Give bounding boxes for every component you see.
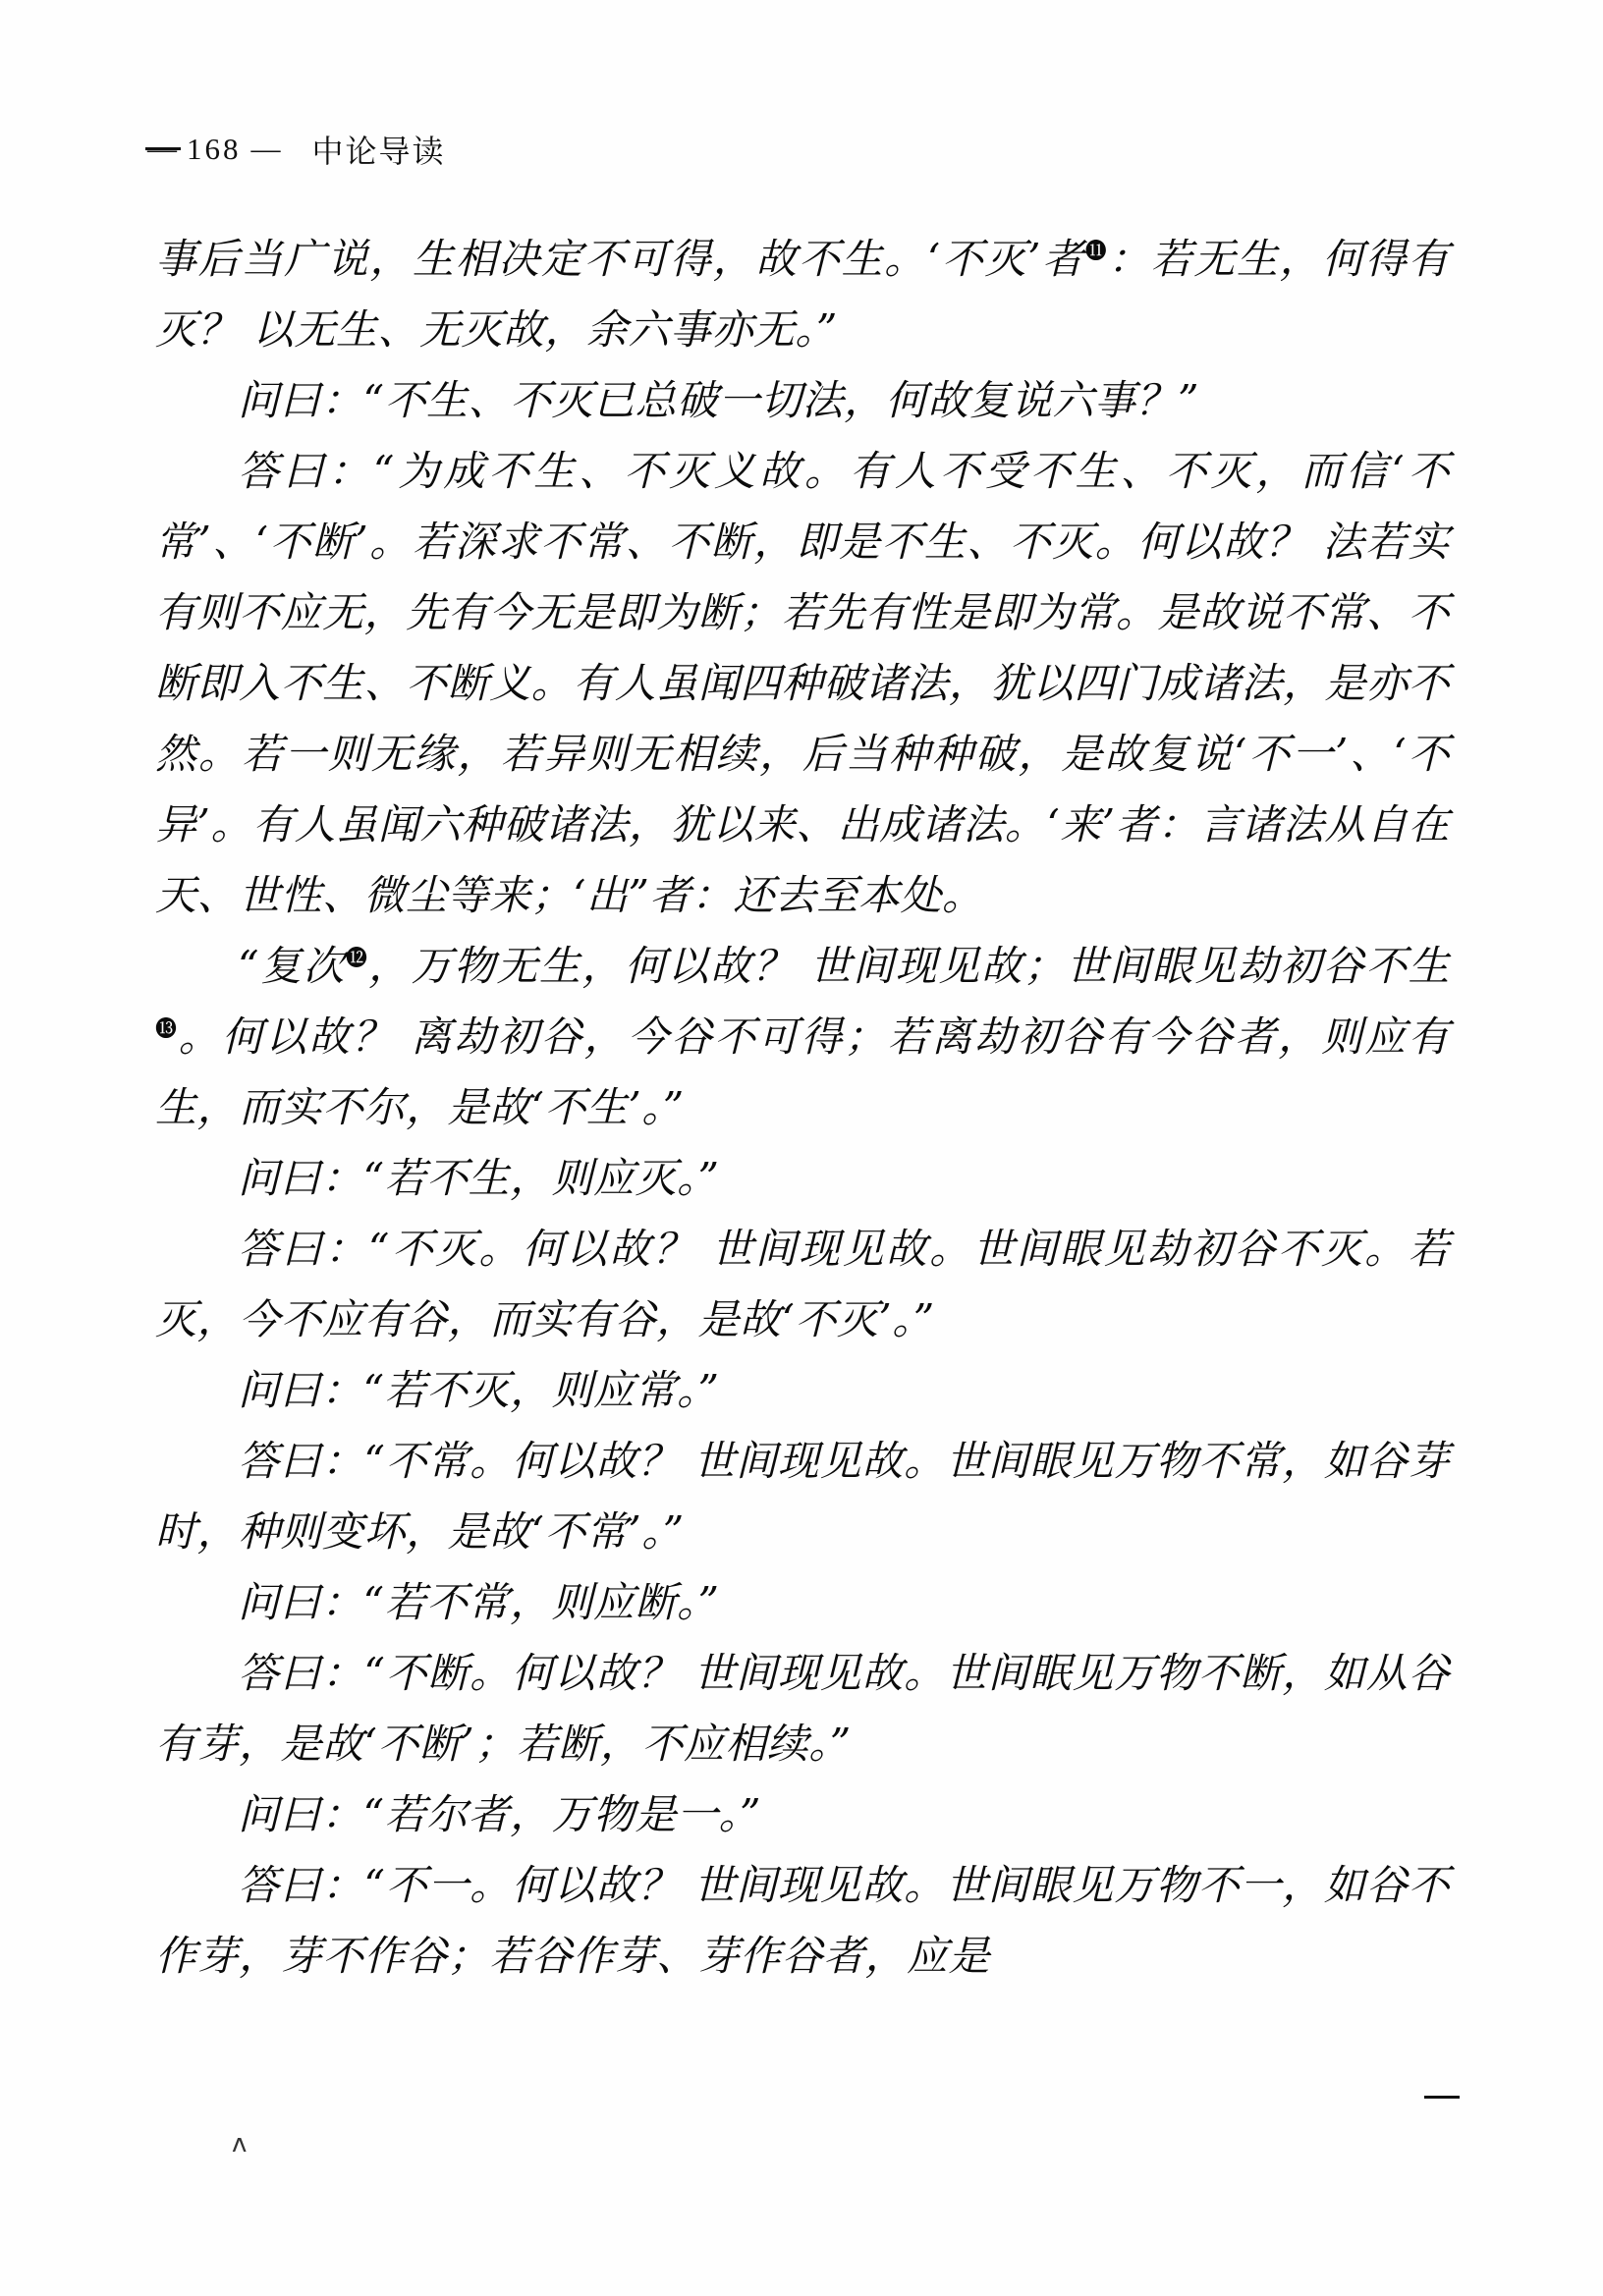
- page-header: [147, 126, 1454, 173]
- paragraph-6-text: 答曰：“不灭。何以故？ 世间现见故。世间眼见劫初谷不灭。若灭，今不应有谷，而实有谷，是故‘不灭’。”: [155, 1225, 1450, 1343]
- paragraph-11: [155, 1779, 1450, 1850]
- paragraph-5-text: 问曰：“若不生，则应灭。”: [238, 1154, 720, 1202]
- paragraph-12-text: 答曰：“不一。何以故？ 世间现见故。世间眼见万物不一，如谷不作芽，芽不作谷；若谷作芽、芽作谷者，应是: [155, 1861, 1450, 1980]
- paragraph-8-text: 答曰：“不常。何以故？ 世间现见故。世间眼见万物不常，如谷芽时，种则变坏，是故‘不常’。”: [155, 1437, 1450, 1556]
- paragraph-12: [155, 1850, 1450, 1992]
- footer-rule-right: [1424, 2096, 1460, 2099]
- paragraph-10-text: 答曰：“不断。何以故？ 世间现见故。世间眠见万物不断，如从谷有芽，是故‘不断’；若断，不应相续。”: [155, 1649, 1450, 1768]
- paragraph-4-text-after-2: 。何以故？ 离劫初谷，今谷不可得；若离劫初谷有今谷者，则应有生，而实不尔，是故‘不生’。”: [155, 1012, 1450, 1131]
- paragraph-9-text: 问曰：“若不常，则应断。”: [238, 1578, 720, 1626]
- paragraph-8: [155, 1426, 1450, 1567]
- paragraph-1-text: 事后当广说，生相决定不可得，故不生。‘不灭’者: [155, 235, 1085, 283]
- paragraph-9: [155, 1567, 1450, 1638]
- page-number: 168: [187, 132, 242, 166]
- paragraph-1-text-after: ：若无生，何得有灭？ 以无生、无灭故，余六事亦无。”: [155, 235, 1450, 354]
- paragraph-10: [155, 1638, 1450, 1779]
- page-body: [155, 224, 1450, 1992]
- scan-artifact-caret: ʌ: [232, 2129, 248, 2159]
- footnote-marker-12: ⓬: [345, 947, 368, 971]
- footnote-marker-13: ⓭: [155, 1017, 179, 1042]
- paragraph-4-text-after: ，万物无生，何以故？ 世间现见故；世间眼见劫初谷不生: [367, 942, 1450, 990]
- paragraph-11-text: 问曰：“若尔者，万物是一。”: [238, 1790, 761, 1838]
- paragraph-7-text: 问曰：“若不灭，则应常。”: [238, 1366, 720, 1414]
- paragraph-7: [155, 1355, 1450, 1426]
- footnote-marker-11: ⓫: [1084, 240, 1108, 264]
- paragraph-4-text: “复次: [238, 942, 346, 990]
- paragraph-5: [155, 1143, 1450, 1214]
- book-title: 中论导读: [311, 133, 446, 170]
- header-dash-left: —: [147, 133, 177, 165]
- paragraph-2: [155, 365, 1450, 436]
- paragraph-2-text: 问曰：“不生、不灭已总破一切法，何故复说六事？”: [238, 376, 1199, 424]
- paragraph-6: [155, 1214, 1450, 1355]
- paragraph-3: [155, 436, 1450, 931]
- paragraph-3-text: 答曰：“为成不生、不灭义故。有人不受不生、不灭，而信‘不常’、‘不断’。若深求不常、不断，即是不生、不灭。何以故？ 法若实有则不应无，先有今无是即为断；若先有性是即为常。是故说不常、不断即入不生、不断义。有人虽闻四种破诸法，犹以四门成诸法，是亦不然。若一则无缘，若异则无相续，后当种种破，是故复说‘不一’、‘不异’。有人虽闻六种破诸法，犹以来、出成诸法。‘来’者：言诸法从自在天、世性、微尘等来；‘出”者：还去至本处。: [155, 447, 1450, 919]
- paragraph-1: [155, 224, 1450, 365]
- paragraph-4: [155, 931, 1450, 1143]
- header-dash-right: —: [250, 133, 281, 165]
